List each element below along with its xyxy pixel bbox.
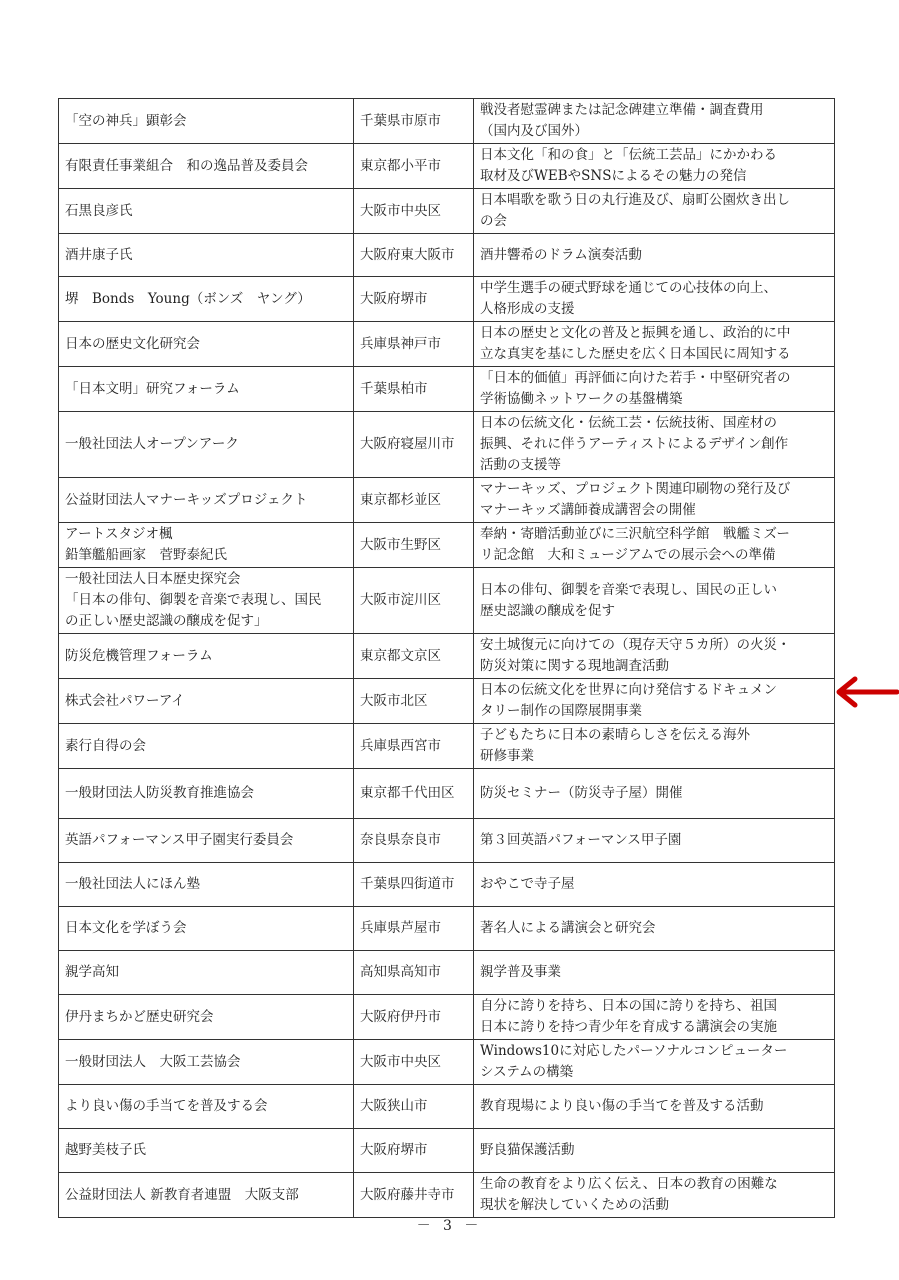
organization-cell-line: 酒井康子氏 xyxy=(65,246,133,263)
organization-cell-line: 伊丹まちかど歴史研究会 xyxy=(65,1008,214,1025)
organization-cell-line: 堺 Bonds Young（ボンズ ヤング） xyxy=(65,290,311,307)
organization-cell xyxy=(59,523,354,568)
table-body xyxy=(59,99,835,1218)
project-cell-line: 野良猫保護活動 xyxy=(480,1142,575,1158)
location-cell: 大阪府寝屋川市 xyxy=(354,412,474,478)
location-cell: 東京都小平市 xyxy=(354,144,474,189)
table-row xyxy=(59,634,835,679)
project-cell xyxy=(474,412,835,478)
project-cell-line: マナーキッズ講師養成講習会の開催 xyxy=(480,502,696,518)
organization-cell-line: より良い傷の手当てを普及する会 xyxy=(65,1098,268,1114)
project-cell-line: 「日本的価値」再評価に向けた若手・中堅研究者の xyxy=(480,370,791,386)
organization-cell xyxy=(59,189,354,234)
organization-cell-line: 防災危機管理フォーラム xyxy=(65,647,213,664)
organization-cell-line: の正しい歴史認識の醸成を促す」 xyxy=(65,613,268,629)
location-cell: 大阪市淀川区 xyxy=(354,568,474,634)
project-cell-line: 自分に誇りを持ち、日本の国に誇りを持ち、祖国 xyxy=(480,998,777,1014)
table-row xyxy=(59,907,835,951)
project-cell-line: 日本の伝統文化を世界に向け発信するドキュメン xyxy=(480,682,777,698)
organization-cell xyxy=(59,995,354,1040)
project-cell xyxy=(474,189,835,234)
project-cell-line: の会 xyxy=(480,213,507,229)
project-cell-line: 親学普及事業 xyxy=(480,964,561,980)
table-row xyxy=(59,144,835,189)
organization-cell xyxy=(59,412,354,478)
project-cell xyxy=(474,277,835,322)
project-cell xyxy=(474,367,835,412)
organization-cell xyxy=(59,1129,354,1173)
organization-cell xyxy=(59,1040,354,1085)
table-row xyxy=(59,1040,835,1085)
red-arrow-icon xyxy=(833,675,899,709)
table-row xyxy=(59,995,835,1040)
project-cell xyxy=(474,951,835,995)
project-cell-line: リ記念館 大和ミュージアムでの展示会への準備 xyxy=(480,547,776,563)
organization-cell xyxy=(59,724,354,769)
project-cell-line: 安土城復元に向けての（現存天守５カ所）の火災・ xyxy=(480,637,791,653)
project-cell-line: 中学生選手の硬式野球を通じての心技体の向上、 xyxy=(480,280,777,296)
project-cell xyxy=(474,523,835,568)
location-cell: 奈良県奈良市 xyxy=(354,819,474,863)
project-cell-line: 学術協働ネットワークの基盤構築 xyxy=(480,391,683,407)
project-cell-line: 第３回英語パフォーマンス甲子園 xyxy=(480,832,682,848)
project-cell xyxy=(474,819,835,863)
project-cell-line: 日本に誇りを持つ青少年を育成する講演会の実施 xyxy=(480,1019,777,1035)
organization-cell xyxy=(59,679,354,724)
organization-cell xyxy=(59,99,354,144)
organization-cell-line: アートスタジオ楓 xyxy=(65,526,173,542)
project-cell-line: 日本の伝統文化・伝統工芸・伝統技術、国産材の xyxy=(480,415,777,431)
project-cell xyxy=(474,1040,835,1085)
organization-cell-line: 一般財団法人 大阪工芸協会 xyxy=(65,1053,241,1070)
organization-cell-line: 「空の神兵」顕彰会 xyxy=(65,112,187,129)
project-cell-line: （国内及び国外） xyxy=(480,123,588,139)
organization-cell-line: 有限責任事業組合 和の逸品普及委員会 xyxy=(65,157,308,174)
organization-cell xyxy=(59,144,354,189)
table-row xyxy=(59,99,835,144)
project-cell xyxy=(474,679,835,724)
organization-cell xyxy=(59,951,354,995)
table-row xyxy=(59,234,835,277)
table-row xyxy=(59,412,835,478)
location-cell: 大阪府藤井寺市 xyxy=(354,1173,474,1218)
project-cell-line: 防災セミナー（防災寺子屋）開催 xyxy=(480,785,683,801)
project-cell-line: 日本の俳句、御製を音楽で表現し、国民の正しい xyxy=(480,581,777,598)
location-cell: 大阪府堺市 xyxy=(354,1129,474,1173)
organization-cell xyxy=(59,907,354,951)
location-cell: 大阪市生野区 xyxy=(354,523,474,568)
project-cell xyxy=(474,907,835,951)
project-cell xyxy=(474,144,835,189)
table-row xyxy=(59,189,835,234)
project-cell xyxy=(474,863,835,907)
project-cell xyxy=(474,769,835,819)
project-cell-line: 活動の支援等 xyxy=(480,457,561,473)
project-cell xyxy=(474,234,835,277)
organization-cell-line: 公益財団法人マナーキッズプロジェクト xyxy=(65,491,308,508)
table-row xyxy=(59,367,835,412)
project-cell-line: マナーキッズ、プロジェクト関連印刷物の発行及び xyxy=(480,481,791,497)
project-cell xyxy=(474,1129,835,1173)
project-cell-line: 日本唱歌を歌う日の丸行進及び、扇町公園炊き出し xyxy=(480,192,790,208)
grant-recipients-table xyxy=(58,98,835,1218)
project-cell-line: 研修事業 xyxy=(480,748,534,764)
organization-cell-line: 「日本文明」研究フォーラム xyxy=(65,380,240,397)
organization-cell-line: 日本の歴史文化研究会 xyxy=(65,335,200,352)
project-cell-line: 生命の教育をより広く伝え、日本の教育の困難な xyxy=(480,1176,778,1192)
location-cell: 東京都千代田区 xyxy=(354,769,474,819)
organization-cell-line: 株式会社パワーアイ xyxy=(65,692,185,709)
organization-cell xyxy=(59,478,354,523)
table-row xyxy=(59,769,835,819)
organization-cell-line: 石黒良彦氏 xyxy=(65,202,133,219)
table-row xyxy=(59,277,835,322)
location-cell: 兵庫県芦屋市 xyxy=(354,907,474,951)
project-cell-line: 防災対策に関する現地調査活動 xyxy=(480,658,669,674)
project-cell-line: 著名人による講演会と研究会 xyxy=(480,920,656,936)
table-row xyxy=(59,1173,835,1218)
table-row xyxy=(59,523,835,568)
table-row xyxy=(59,819,835,863)
organization-cell-line: 「日本の俳句、御製を音楽で表現し、国民 xyxy=(65,592,322,608)
organization-cell xyxy=(59,277,354,322)
project-cell-line: 子どもたちに日本の素晴らしさを伝える海外 xyxy=(480,727,750,743)
project-cell-line: 取材及びWEBやSNSによるその魅力の発信 xyxy=(480,168,747,184)
organization-cell xyxy=(59,367,354,412)
organization-cell xyxy=(59,1173,354,1218)
location-cell: 大阪府東大阪市 xyxy=(354,234,474,277)
project-cell xyxy=(474,1085,835,1129)
location-cell: 東京都文京区 xyxy=(354,634,474,679)
location-cell: 兵庫県西宮市 xyxy=(354,724,474,769)
organization-cell-line: 一般社団法人にほん塾 xyxy=(65,876,200,892)
project-cell xyxy=(474,995,835,1040)
table-row xyxy=(59,568,835,634)
organization-cell xyxy=(59,1085,354,1129)
project-cell-line: 酒井響希のドラム演奏活動 xyxy=(480,246,642,263)
table-row xyxy=(59,679,835,724)
project-cell xyxy=(474,478,835,523)
project-cell-line: おやこで寺子屋 xyxy=(480,876,575,892)
project-cell-line: 歴史認識の醸成を促す xyxy=(480,602,615,619)
page-number: － 3 － xyxy=(416,1218,483,1234)
organization-cell xyxy=(59,819,354,863)
organization-cell-line: 英語パフォーマンス甲子園実行委員会 xyxy=(65,832,294,848)
location-cell: 兵庫県神戸市 xyxy=(354,322,474,367)
organization-cell-line: 日本文化を学ぼう会 xyxy=(65,920,187,936)
project-cell-line: 立な真実を基にした歴史を広く日本国民に周知する xyxy=(480,346,791,362)
project-cell xyxy=(474,1173,835,1218)
project-cell-line: 日本文化「和の食」と「伝統工芸品」にかかわる xyxy=(480,147,777,163)
table-row xyxy=(59,1085,835,1129)
organization-cell-line: 一般社団法人オープンアーク xyxy=(65,436,239,452)
organization-cell-line: 鉛筆艦船画家 菅野泰紀氏 xyxy=(65,547,227,563)
location-cell: 大阪市北区 xyxy=(354,679,474,724)
table-row xyxy=(59,951,835,995)
project-cell xyxy=(474,724,835,769)
location-cell: 東京都杉並区 xyxy=(354,478,474,523)
project-cell-line: 日本の歴史と文化の普及と振興を通し、政治的に中 xyxy=(480,325,791,341)
organization-cell xyxy=(59,322,354,367)
organization-cell-line: 親学高知 xyxy=(65,964,119,980)
organization-cell-line: 一般財団法人防災教育推進協会 xyxy=(65,785,254,801)
location-cell: 高知県高知市 xyxy=(354,951,474,995)
organization-cell xyxy=(59,234,354,277)
project-cell xyxy=(474,634,835,679)
table-row xyxy=(59,863,835,907)
location-cell: 大阪市中央区 xyxy=(354,189,474,234)
project-cell-line: システムの構築 xyxy=(480,1064,574,1080)
location-cell: 千葉県四街道市 xyxy=(354,863,474,907)
location-cell: 大阪府堺市 xyxy=(354,277,474,322)
organization-cell xyxy=(59,634,354,679)
project-cell xyxy=(474,99,835,144)
organization-cell xyxy=(59,568,354,634)
organization-cell-line: 素行自得の会 xyxy=(65,737,146,754)
location-cell: 大阪狭山市 xyxy=(354,1085,474,1129)
organization-cell-line: 一般社団法人日本歴史探究会 xyxy=(65,571,241,587)
location-cell: 千葉県柏市 xyxy=(354,367,474,412)
organization-cell xyxy=(59,863,354,907)
location-cell: 千葉県市原市 xyxy=(354,99,474,144)
project-cell-line: 奉納・寄贈活動並びに三沢航空科学館 戦艦ミズー xyxy=(480,526,790,542)
organization-cell xyxy=(59,769,354,819)
table-row xyxy=(59,724,835,769)
table-row xyxy=(59,322,835,367)
project-cell-line: 人格形成の支援 xyxy=(480,301,575,317)
project-cell-line: 振興、それに伴うアーティストによるデザイン創作 xyxy=(480,436,789,452)
table-row xyxy=(59,478,835,523)
project-cell-line: タリー制作の国際展開事業 xyxy=(480,703,642,719)
project-cell-line: 現状を解決していくための活動 xyxy=(480,1197,669,1213)
location-cell: 大阪市中央区 xyxy=(354,1040,474,1085)
project-cell-line: Windows10に対応したパーソナルコンピューター xyxy=(480,1043,788,1059)
project-cell-line: 教育現場により良い傷の手当てを普及する活動 xyxy=(480,1098,764,1114)
table-row xyxy=(59,1129,835,1173)
project-cell xyxy=(474,568,835,634)
location-cell: 大阪府伊丹市 xyxy=(354,995,474,1040)
project-cell xyxy=(474,322,835,367)
organization-cell-line: 公益財団法人 新教育者連盟 大阪支部 xyxy=(65,1186,299,1203)
project-cell-line: 戦没者慰霊碑または記念碑建立準備・調査費用 xyxy=(480,102,764,118)
organization-cell-line: 越野美枝子氏 xyxy=(65,1142,146,1158)
